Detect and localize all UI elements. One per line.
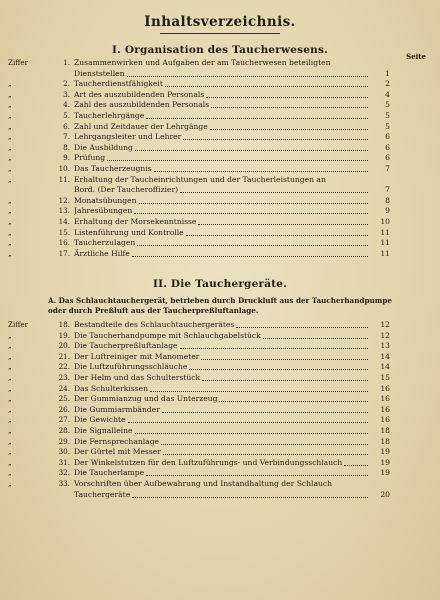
entry-number: 29. bbox=[58, 436, 70, 446]
entry-number: 3. bbox=[63, 89, 70, 99]
entry-text-wrap bbox=[74, 238, 368, 248]
entry-lead: „ bbox=[8, 415, 12, 425]
entry-number: 26. bbox=[58, 404, 70, 414]
dot-leader bbox=[132, 497, 368, 498]
dot-leader bbox=[154, 171, 368, 172]
toc-entry bbox=[0, 447, 440, 457]
entry-lead: „ bbox=[8, 330, 12, 340]
entry-text-wrap bbox=[74, 79, 368, 89]
toc-entry bbox=[0, 426, 440, 436]
entry-page: 19 bbox=[380, 468, 390, 478]
dot-leader bbox=[134, 213, 368, 214]
entry-title: Prüfung bbox=[74, 153, 106, 163]
entry-lead: „ bbox=[8, 79, 12, 89]
dot-leader bbox=[139, 203, 369, 204]
entry-lead: „ bbox=[8, 394, 12, 404]
toc-entry bbox=[0, 479, 440, 489]
entry-number: 22. bbox=[58, 362, 70, 372]
entry-text-wrap bbox=[74, 479, 368, 489]
entry-text-wrap bbox=[74, 217, 368, 227]
entry-lead: „ bbox=[8, 383, 12, 393]
entry-text-wrap bbox=[74, 331, 368, 341]
section2-heading: II. Die Tauchergeräte. bbox=[153, 278, 287, 290]
toc-entry bbox=[0, 384, 440, 394]
entry-number: 23. bbox=[58, 373, 70, 382]
entry-text-wrap bbox=[74, 341, 368, 351]
toc-entry bbox=[0, 58, 440, 68]
dot-leader bbox=[202, 380, 368, 381]
toc-entry bbox=[0, 238, 440, 248]
entry-title: Zahl und Zeitdauer der Lehrgänge bbox=[74, 121, 208, 131]
entry-text-wrap bbox=[74, 426, 368, 436]
entry-page: 11 bbox=[380, 248, 390, 258]
entry-title: Die Luftzuführungsschläuche bbox=[74, 362, 188, 372]
toc-entry bbox=[0, 175, 440, 185]
entry-number: 5. bbox=[63, 111, 70, 120]
entry-page: 12 bbox=[380, 320, 390, 329]
toc-entry bbox=[0, 320, 440, 330]
dot-leader bbox=[135, 150, 368, 151]
entry-lead: „ bbox=[8, 206, 12, 216]
dot-leader bbox=[161, 444, 368, 445]
toc-entry bbox=[0, 217, 440, 227]
dot-leader bbox=[162, 412, 368, 413]
entry-number: 32. bbox=[58, 468, 70, 478]
toc-entry bbox=[0, 153, 440, 163]
entry-title: Taucherlehrgänge bbox=[74, 111, 145, 120]
toc-entry bbox=[0, 111, 440, 121]
dot-leader bbox=[127, 76, 368, 77]
entry-text-wrap bbox=[74, 132, 368, 142]
dot-leader bbox=[165, 86, 368, 87]
entry-title: Die Fernsprechanlage bbox=[74, 436, 160, 446]
entry-text-wrap bbox=[74, 320, 368, 330]
entry-title: Die Ausbildung bbox=[74, 142, 133, 152]
entry-text-wrap bbox=[74, 196, 368, 206]
toc-entry bbox=[0, 405, 440, 415]
entry-text-wrap bbox=[74, 153, 368, 163]
entry-text-wrap bbox=[74, 405, 368, 415]
entry-title: Lehrgangsleiter und Lehrer bbox=[74, 132, 182, 142]
toc-entry bbox=[0, 352, 440, 362]
entry-title: Taucherdienstfähigkeit bbox=[74, 79, 163, 89]
toc-entry bbox=[0, 185, 440, 195]
entry-title: Ärztliche Hilfe bbox=[74, 248, 130, 258]
toc-entry bbox=[0, 490, 440, 500]
entry-text-wrap bbox=[74, 122, 368, 132]
entry-page: 19 bbox=[380, 457, 390, 467]
entry-text-wrap bbox=[74, 468, 368, 478]
entry-title: Taucherzulagen bbox=[74, 238, 136, 248]
entry-number: 1. bbox=[63, 58, 70, 67]
entry-text-wrap bbox=[74, 206, 368, 216]
toc-entry bbox=[0, 164, 440, 174]
entry-title: Die Taucherhandpumpe mit Schlauchgabelstück bbox=[74, 330, 261, 340]
entry-number: 30. bbox=[58, 447, 70, 457]
entry-page: 6 bbox=[385, 142, 390, 152]
entry-text-wrap bbox=[74, 447, 368, 457]
entry-title: Das Taucherzeugnis bbox=[74, 164, 152, 173]
entry-lead: „ bbox=[8, 341, 12, 351]
entry-lead: „ bbox=[8, 89, 12, 99]
toc-entry bbox=[0, 468, 440, 478]
entry-number: 7. bbox=[63, 132, 70, 142]
entry-page: 16 bbox=[380, 415, 390, 425]
entry-text-wrap bbox=[74, 111, 368, 121]
entry-text-wrap bbox=[74, 415, 368, 425]
entry-number: 13. bbox=[58, 206, 70, 216]
entry-text-wrap bbox=[74, 437, 368, 447]
entry-title: Zusammenwirken und Aufgaben der am Taucherwesen beteiligten bbox=[74, 58, 331, 67]
dot-leader bbox=[186, 235, 368, 236]
entry-text-wrap bbox=[74, 373, 368, 383]
entry-text-wrap bbox=[74, 175, 368, 185]
entry-page: 12 bbox=[380, 330, 390, 340]
dot-leader bbox=[180, 192, 368, 193]
entry-title: Der Luftreiniger mit Manometer bbox=[74, 351, 200, 361]
entry-title: Die Signalleine bbox=[74, 426, 133, 435]
entry-lead: „ bbox=[8, 111, 12, 120]
entry-page: 13 bbox=[380, 341, 390, 351]
dot-leader bbox=[183, 139, 368, 140]
entry-page: 16 bbox=[380, 404, 390, 414]
dot-leader bbox=[135, 433, 369, 434]
entry-text-wrap bbox=[74, 458, 368, 468]
entry-title: Bord. (Der Taucheroffizier) bbox=[74, 185, 179, 195]
entry-title: Monatsübungen bbox=[74, 195, 137, 205]
toc-entry bbox=[0, 341, 440, 351]
entry-number: 10. bbox=[58, 164, 70, 173]
entry-page: 8 bbox=[385, 195, 390, 205]
entry-number: 8. bbox=[63, 142, 70, 152]
entry-page: 5 bbox=[385, 100, 390, 110]
entry-lead: „ bbox=[8, 436, 12, 446]
entry-number: 4. bbox=[63, 100, 70, 110]
entry-title: Der Gürtel mit Messer bbox=[74, 447, 161, 457]
entry-title: Dienststellen bbox=[74, 68, 125, 78]
entry-text-wrap bbox=[74, 394, 368, 404]
entry-text-wrap bbox=[74, 69, 368, 79]
toc-entry bbox=[0, 249, 440, 259]
entry-title: Erhaltung der Taucheinrichtungen und der Taucherleistungen an bbox=[74, 174, 326, 184]
entry-page: 11 bbox=[380, 238, 390, 248]
entry-page: 6 bbox=[385, 132, 390, 142]
dot-leader bbox=[211, 107, 368, 108]
entry-lead: Ziffer bbox=[8, 58, 29, 67]
dot-leader bbox=[146, 475, 368, 476]
dot-leader bbox=[189, 369, 368, 370]
entry-page: 5 bbox=[385, 111, 390, 120]
entry-page: 2 bbox=[385, 79, 390, 89]
section2-subheading: A. Das Schlauchtauchergerät, betrieben durch Druckluft aus der Taucherhandpumpe oder durch Preßluft aus der Taucherpreßluftanlage. bbox=[48, 296, 392, 315]
entry-lead: „ bbox=[8, 132, 12, 142]
dot-leader bbox=[201, 359, 368, 360]
seite-label: Seite bbox=[406, 52, 426, 61]
entry-text-wrap bbox=[74, 100, 368, 110]
dot-leader bbox=[180, 348, 368, 349]
toc-entry bbox=[0, 331, 440, 341]
entry-title: Die Taucherpreßluftanlage bbox=[74, 341, 178, 351]
entry-lead: „ bbox=[8, 164, 12, 173]
entry-number: 31. bbox=[58, 457, 70, 467]
dot-leader bbox=[132, 256, 368, 257]
dot-leader bbox=[107, 160, 368, 161]
entry-lead: „ bbox=[8, 217, 12, 226]
entry-number: 12. bbox=[58, 195, 70, 205]
dot-leader bbox=[128, 422, 368, 423]
entry-page: 7 bbox=[385, 185, 390, 195]
entry-lead: „ bbox=[8, 227, 12, 237]
entry-text-wrap bbox=[74, 490, 368, 500]
entry-text-wrap bbox=[74, 352, 368, 362]
toc-entry bbox=[0, 458, 440, 468]
entry-lead: „ bbox=[8, 404, 12, 414]
entry-page: 16 bbox=[380, 394, 390, 404]
entry-number: 14. bbox=[58, 217, 70, 226]
dot-leader bbox=[163, 454, 368, 455]
toc-entry bbox=[0, 373, 440, 383]
dot-leader bbox=[198, 224, 368, 225]
entry-title: Vorschriften über Aufbewahrung und Instandhaltung der Schlauch bbox=[74, 479, 333, 488]
entry-text-wrap bbox=[74, 58, 368, 68]
toc-entry bbox=[0, 196, 440, 206]
entry-number: 17. bbox=[58, 248, 70, 258]
entry-text-wrap bbox=[74, 164, 368, 174]
dot-leader bbox=[150, 391, 368, 392]
dot-leader bbox=[210, 129, 368, 130]
entry-number: 25. bbox=[58, 394, 70, 404]
toc-entry bbox=[0, 143, 440, 153]
entry-title: Die Taucherlampe bbox=[74, 468, 145, 478]
title-underline bbox=[160, 33, 280, 34]
toc-entry bbox=[0, 100, 440, 110]
entry-lead: „ bbox=[8, 373, 12, 382]
entry-title: Erhaltung der Morsekenntnisse bbox=[74, 217, 197, 226]
toc-entry bbox=[0, 394, 440, 404]
entry-number: 18. bbox=[58, 320, 70, 329]
dot-leader bbox=[146, 118, 368, 119]
entry-page: 16 bbox=[380, 383, 390, 393]
entry-lead: Ziffer bbox=[8, 320, 29, 329]
entry-text-wrap bbox=[74, 362, 368, 372]
entry-number: 2. bbox=[63, 79, 70, 89]
entry-lead: „ bbox=[8, 142, 12, 152]
entry-lead: „ bbox=[8, 479, 12, 488]
dot-leader bbox=[137, 245, 368, 246]
entry-lead: „ bbox=[8, 121, 12, 131]
toc-entry bbox=[0, 362, 440, 372]
page-title: Inhaltsverzeichnis. bbox=[144, 14, 296, 30]
entry-page: 6 bbox=[385, 153, 390, 163]
toc-entry bbox=[0, 437, 440, 447]
entry-page: 15 bbox=[380, 373, 390, 382]
entry-text-wrap bbox=[74, 384, 368, 394]
dot-leader bbox=[206, 97, 368, 98]
entry-title: Listenführung und Kontrolle bbox=[74, 227, 184, 237]
entry-number: 9. bbox=[63, 153, 70, 163]
entry-lead: „ bbox=[8, 426, 12, 435]
entry-text-wrap bbox=[74, 228, 368, 238]
entry-text-wrap bbox=[74, 249, 368, 259]
entry-page: 5 bbox=[385, 121, 390, 131]
entry-number: 19. bbox=[58, 330, 70, 340]
dot-leader bbox=[344, 465, 368, 466]
entry-title: Der Helm und das Schulterstück bbox=[74, 373, 201, 382]
entry-page: 18 bbox=[380, 426, 390, 435]
toc-entry bbox=[0, 132, 440, 142]
entry-lead: „ bbox=[8, 174, 12, 184]
entry-page: 18 bbox=[380, 436, 390, 446]
entry-title: Bestandteile des Schlauchtauchergerätes bbox=[74, 320, 235, 329]
entry-title: Die Gewichte bbox=[74, 415, 126, 425]
entry-page: 7 bbox=[385, 164, 390, 173]
entry-number: 11. bbox=[58, 174, 70, 184]
entry-title: Zahl des auszubildenden Personals bbox=[74, 100, 210, 110]
entry-title: Jahresübungen bbox=[74, 206, 133, 216]
entry-page: 19 bbox=[380, 447, 390, 457]
entry-page: 14 bbox=[380, 351, 390, 361]
entry-title: Das Schulterkissen bbox=[74, 383, 148, 393]
entry-number: 24. bbox=[58, 383, 70, 393]
entry-title: Die Gummiarmbänder bbox=[74, 404, 160, 414]
entry-lead: „ bbox=[8, 468, 12, 478]
entry-number: 28. bbox=[58, 426, 70, 435]
toc-entry bbox=[0, 90, 440, 100]
entry-page: 20 bbox=[380, 489, 390, 499]
entry-title: Der Winkelstutzen für den Luftzuführungs- und Verbindungsschlauch bbox=[74, 457, 343, 467]
entry-lead: „ bbox=[8, 195, 12, 205]
entry-lead: „ bbox=[8, 351, 12, 361]
entry-lead: „ bbox=[8, 362, 12, 372]
entry-number: 21. bbox=[58, 351, 70, 361]
entry-page: 10 bbox=[380, 217, 390, 226]
entry-title: Art des auszubildenden Personals bbox=[74, 89, 205, 99]
toc-entry bbox=[0, 122, 440, 132]
entry-lead: „ bbox=[8, 248, 12, 258]
entry-text-wrap bbox=[74, 143, 368, 153]
entry-page: 1 bbox=[385, 68, 390, 78]
entry-page: 9 bbox=[385, 206, 390, 216]
dot-leader bbox=[236, 327, 368, 328]
entry-page: 4 bbox=[385, 89, 390, 99]
entry-title: Tauchergeräte bbox=[74, 489, 131, 499]
toc-entry bbox=[0, 69, 440, 79]
entry-lead: „ bbox=[8, 100, 12, 110]
toc-entry bbox=[0, 228, 440, 238]
dot-leader bbox=[263, 338, 368, 339]
entry-lead: „ bbox=[8, 238, 12, 248]
entry-number: 33. bbox=[58, 479, 70, 488]
toc-entry bbox=[0, 206, 440, 216]
entry-page: 11 bbox=[380, 227, 390, 237]
entry-page: 14 bbox=[380, 362, 390, 372]
entry-lead: „ bbox=[8, 153, 12, 163]
entry-number: 6. bbox=[63, 121, 70, 131]
entry-number: 16. bbox=[58, 238, 70, 248]
entry-number: 20. bbox=[58, 341, 70, 351]
entry-lead: „ bbox=[8, 457, 12, 467]
entry-title: Der Gummianzug und das Unterzeug bbox=[74, 394, 218, 404]
toc-entry bbox=[0, 415, 440, 425]
section1-heading: I. Organisation des Taucherwesens. bbox=[112, 44, 328, 56]
entry-text-wrap bbox=[74, 90, 368, 100]
toc-entry bbox=[0, 79, 440, 89]
entry-text-wrap bbox=[74, 185, 368, 195]
entry-number: 15. bbox=[58, 227, 70, 237]
entry-lead: „ bbox=[8, 447, 12, 457]
dot-leader bbox=[219, 401, 368, 402]
entry-number: 27. bbox=[58, 415, 70, 425]
